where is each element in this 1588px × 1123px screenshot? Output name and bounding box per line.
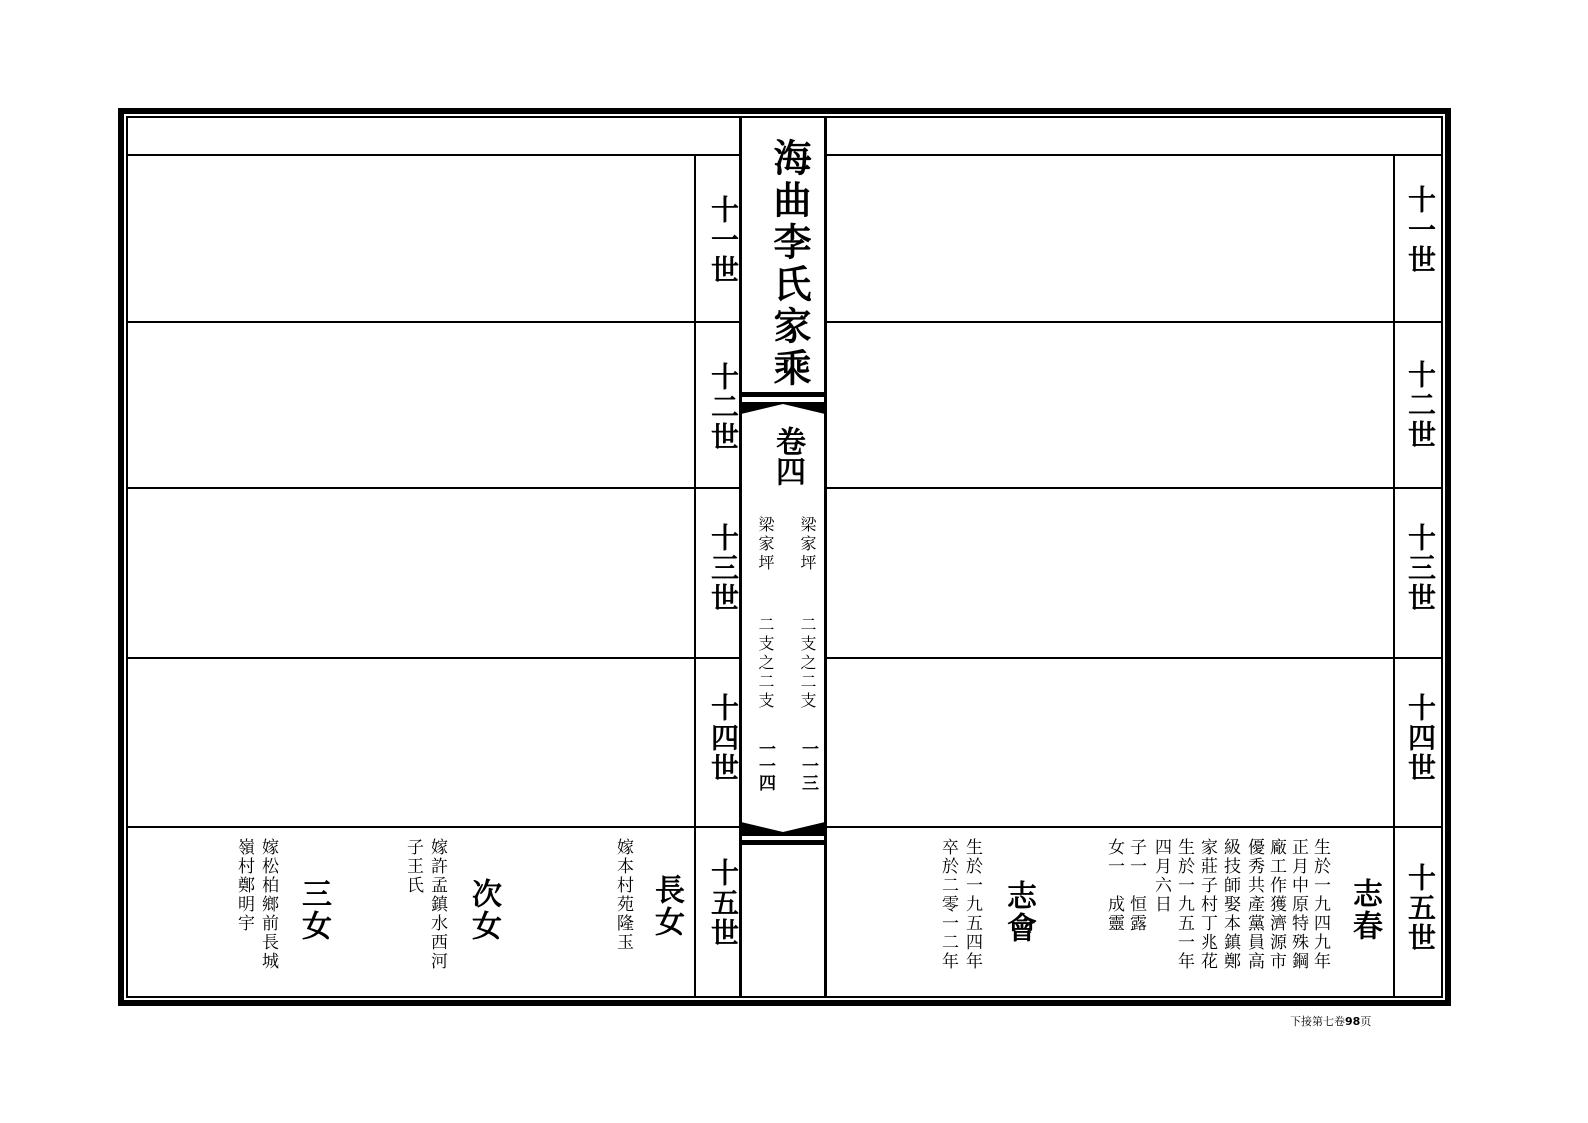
person-bio-line: 廠工作獲濟源市 <box>1266 838 1286 971</box>
person-bio-line: 生於一九四九年 <box>1310 838 1330 971</box>
spine-volume: 卷四 <box>770 426 805 486</box>
left-generation-13: 十三世 <box>707 523 740 613</box>
right-row-line <box>827 657 1441 659</box>
person-bio-line: 女一 成靈 <box>1104 838 1124 933</box>
right-generation-14: 十四世 <box>1404 693 1437 783</box>
person-bio-line: 子一 恒露 <box>1126 838 1146 933</box>
continuation-page: 98 <box>1345 1015 1361 1028</box>
person-bio-line: 優秀共產黨員高 <box>1244 838 1264 971</box>
person-bio-line: 生於一九五一年 <box>1174 838 1194 971</box>
continuation-prefix: 下接第七卷 <box>1290 1015 1345 1028</box>
spine-page-right: 一一三 <box>798 740 818 791</box>
person-name: 長女 <box>649 874 684 938</box>
right-generation-divider <box>1393 154 1395 996</box>
person-name: 志會 <box>1001 880 1036 944</box>
person-bio-line: 嫁松柏鄉前長城 <box>258 838 278 971</box>
right-generation-15: 十五世 <box>1404 863 1437 953</box>
right-row-line <box>827 826 1441 828</box>
person-name: 三女 <box>296 878 331 942</box>
person-bio-line: 正月中原特殊鋼 <box>1288 838 1308 971</box>
person-bio-line: 生於一九五四年 <box>962 838 982 971</box>
left-generation-11: 十一世 <box>707 195 740 285</box>
left-row-line <box>128 826 739 828</box>
spine-branch-right: 二支之二支 <box>798 616 817 711</box>
person-bio-line: 級技師娶本鎮鄭 <box>1220 838 1240 971</box>
person-bio-line: 四月六日 <box>1151 838 1171 914</box>
left-header-line <box>128 154 739 156</box>
right-generation-13: 十三世 <box>1404 523 1437 613</box>
left-row-line <box>128 657 739 659</box>
left-generation-divider <box>694 154 696 996</box>
left-generation-12: 十二世 <box>707 362 740 452</box>
right-generation-11: 十一世 <box>1404 185 1437 275</box>
spine-title: 海曲李氏家乘 <box>767 138 812 390</box>
person-bio-line: 嫁許孟鎮水西河 <box>427 838 447 971</box>
person-bio-line: 家莊子村丁兆花 <box>1197 838 1217 971</box>
spine-page-left: 一一四 <box>755 740 775 791</box>
continuation-note <box>1290 1013 1371 1029</box>
person-name: 次女 <box>466 878 501 942</box>
right-header-line <box>827 154 1441 156</box>
left-row-line <box>128 487 739 489</box>
person-name: 志春 <box>1347 878 1382 942</box>
person-bio-line: 子王氏 <box>403 838 423 895</box>
spine-place-right: 梁家坪 <box>798 516 817 573</box>
right-row-line <box>827 321 1441 323</box>
right-generation-12: 十二世 <box>1404 360 1437 450</box>
left-row-line <box>128 321 739 323</box>
continuation-suffix: 页 <box>1360 1015 1372 1028</box>
person-bio-line: 嫁本村苑隆玉 <box>613 838 633 952</box>
right-row-line <box>827 487 1441 489</box>
left-generation-15: 十五世 <box>707 858 740 948</box>
spine-branch-left: 二支之二支 <box>756 616 775 711</box>
person-bio-line: 嶺村鄭明宇 <box>234 838 254 933</box>
person-bio-line: 卒於二零一二年 <box>938 838 958 971</box>
left-generation-14: 十四世 <box>707 693 740 783</box>
spine-place-left: 梁家坪 <box>756 516 775 573</box>
